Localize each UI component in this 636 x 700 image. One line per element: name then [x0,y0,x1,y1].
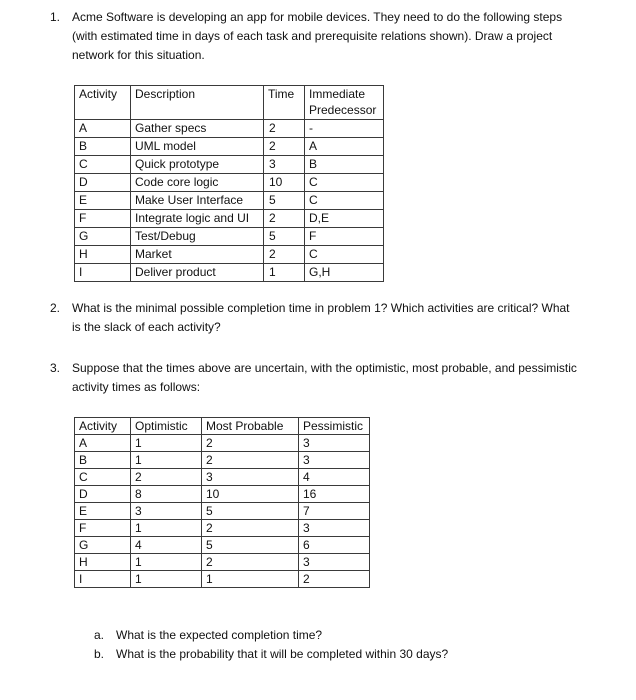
table-row [75,210,384,228]
cell-activity: A [75,435,131,452]
cell-predecessor: B [305,156,384,174]
header-predecessor-line1: Immediate [309,87,366,101]
cell-predecessor: A [305,138,384,156]
cell-optimistic: 1 [131,435,202,452]
cell-most-probable: 2 [202,452,299,469]
table-row [75,554,370,571]
cell-most-probable: 10 [202,486,299,503]
question-3-line: activity times as follows: [72,380,201,394]
header-activity: Activity [75,418,131,435]
cell-description: Make User Interface [131,192,264,210]
header-time: Time [264,86,305,120]
cell-description: Integrate logic and UI [131,210,264,228]
cell-activity: A [75,120,131,138]
cell-predecessor: G,H [305,264,384,282]
cell-time: 5 [264,228,305,246]
cell-time: 2 [264,246,305,264]
table-row [75,503,370,520]
subquestion-b [94,645,624,664]
table-header-row [75,418,370,435]
question-2-line: What is the minimal possible completion time in problem 1? Which activities are critical? What [72,301,570,315]
cell-pessimistic: 2 [299,571,370,588]
header-description: Description [131,86,264,120]
cell-optimistic: 1 [131,571,202,588]
cell-description: Test/Debug [131,228,264,246]
cell-description: Deliver product [131,264,264,282]
cell-activity: I [75,571,131,588]
activity-times-table [74,417,370,588]
cell-predecessor: C [305,246,384,264]
header-pessimistic: Pessimistic [299,418,370,435]
table-row [75,264,384,282]
header-most-probable: Most Probable [202,418,299,435]
cell-activity: F [75,210,131,228]
cell-activity: E [75,192,131,210]
question-2-line: is the slack of each activity? [72,320,221,334]
table-header-row [75,86,384,120]
table-row [75,571,370,588]
question-2 [50,299,630,339]
cell-pessimistic: 3 [299,435,370,452]
cell-predecessor: - [305,120,384,138]
cell-pessimistic: 3 [299,452,370,469]
table-row [75,174,384,192]
cell-predecessor: C [305,174,384,192]
cell-pessimistic: 16 [299,486,370,503]
cell-activity: H [75,246,131,264]
cell-time: 5 [264,192,305,210]
question-3-line: Suppose that the times above are uncertain, with the optimistic, most probable, and pessimistic [72,361,577,375]
header-activity: Activity [75,86,131,120]
table-row [75,228,384,246]
cell-description: Code core logic [131,174,264,192]
cell-optimistic: 1 [131,554,202,571]
cell-predecessor: F [305,228,384,246]
activity-table [74,85,384,282]
cell-pessimistic: 3 [299,520,370,537]
cell-pessimistic: 6 [299,537,370,554]
cell-activity: C [75,156,131,174]
table-row [75,246,384,264]
cell-most-probable: 2 [202,435,299,452]
question-1-line: (with estimated time in days of each task and prerequisite relations shown). Draw a project [72,29,553,43]
cell-activity: E [75,503,131,520]
cell-predecessor: C [305,192,384,210]
table-row [75,452,370,469]
cell-most-probable: 3 [202,469,299,486]
cell-most-probable: 5 [202,537,299,554]
table-row [75,156,384,174]
cell-time: 2 [264,210,305,228]
table-row [75,435,370,452]
cell-activity: G [75,228,131,246]
cell-time: 2 [264,120,305,138]
header-immediate-predecessor [305,86,384,120]
cell-most-probable: 1 [202,571,299,588]
cell-optimistic: 8 [131,486,202,503]
subquestion-b-text: What is the probability that it will be completed within 30 days? [116,647,449,661]
subquestion-a-text: What is the expected completion time? [116,628,323,642]
question-2-number: 2. [50,301,61,315]
cell-description: UML model [131,138,264,156]
cell-time: 10 [264,174,305,192]
cell-time: 1 [264,264,305,282]
subquestion-a-label: a. [94,628,105,642]
cell-activity: F [75,520,131,537]
cell-pessimistic: 3 [299,554,370,571]
cell-activity: D [75,486,131,503]
cell-most-probable: 2 [202,520,299,537]
question-3 [50,359,630,399]
subquestion-b-label: b. [94,647,105,661]
cell-optimistic: 1 [131,520,202,537]
question-3-number: 3. [50,361,61,375]
table-row [75,120,384,138]
question-1 [50,8,630,68]
cell-optimistic: 3 [131,503,202,520]
cell-description: Quick prototype [131,156,264,174]
cell-description: Gather specs [131,120,264,138]
table-row [75,486,370,503]
table-row [75,537,370,554]
cell-optimistic: 4 [131,537,202,554]
table-row [75,520,370,537]
header-optimistic: Optimistic [131,418,202,435]
question-1-line: network for this situation. [72,48,205,62]
cell-time: 2 [264,138,305,156]
table-row [75,192,384,210]
cell-activity: H [75,554,131,571]
cell-most-probable: 5 [202,503,299,520]
cell-optimistic: 2 [131,469,202,486]
cell-pessimistic: 7 [299,503,370,520]
cell-activity: B [75,452,131,469]
cell-pessimistic: 4 [299,469,370,486]
cell-time: 3 [264,156,305,174]
question-1-number: 1. [50,10,61,24]
cell-activity: C [75,469,131,486]
cell-activity: G [75,537,131,554]
cell-description: Market [131,246,264,264]
cell-activity: B [75,138,131,156]
question-1-line: Acme Software is developing an app for mobile devices. They need to do the following steps [72,10,563,24]
cell-predecessor: D,E [305,210,384,228]
header-predecessor-line2: Predecessor [309,103,377,117]
cell-activity: D [75,174,131,192]
table-row [75,469,370,486]
table-row [75,138,384,156]
cell-most-probable: 2 [202,554,299,571]
subquestion-a [94,626,624,645]
cell-activity: I [75,264,131,282]
cell-optimistic: 1 [131,452,202,469]
